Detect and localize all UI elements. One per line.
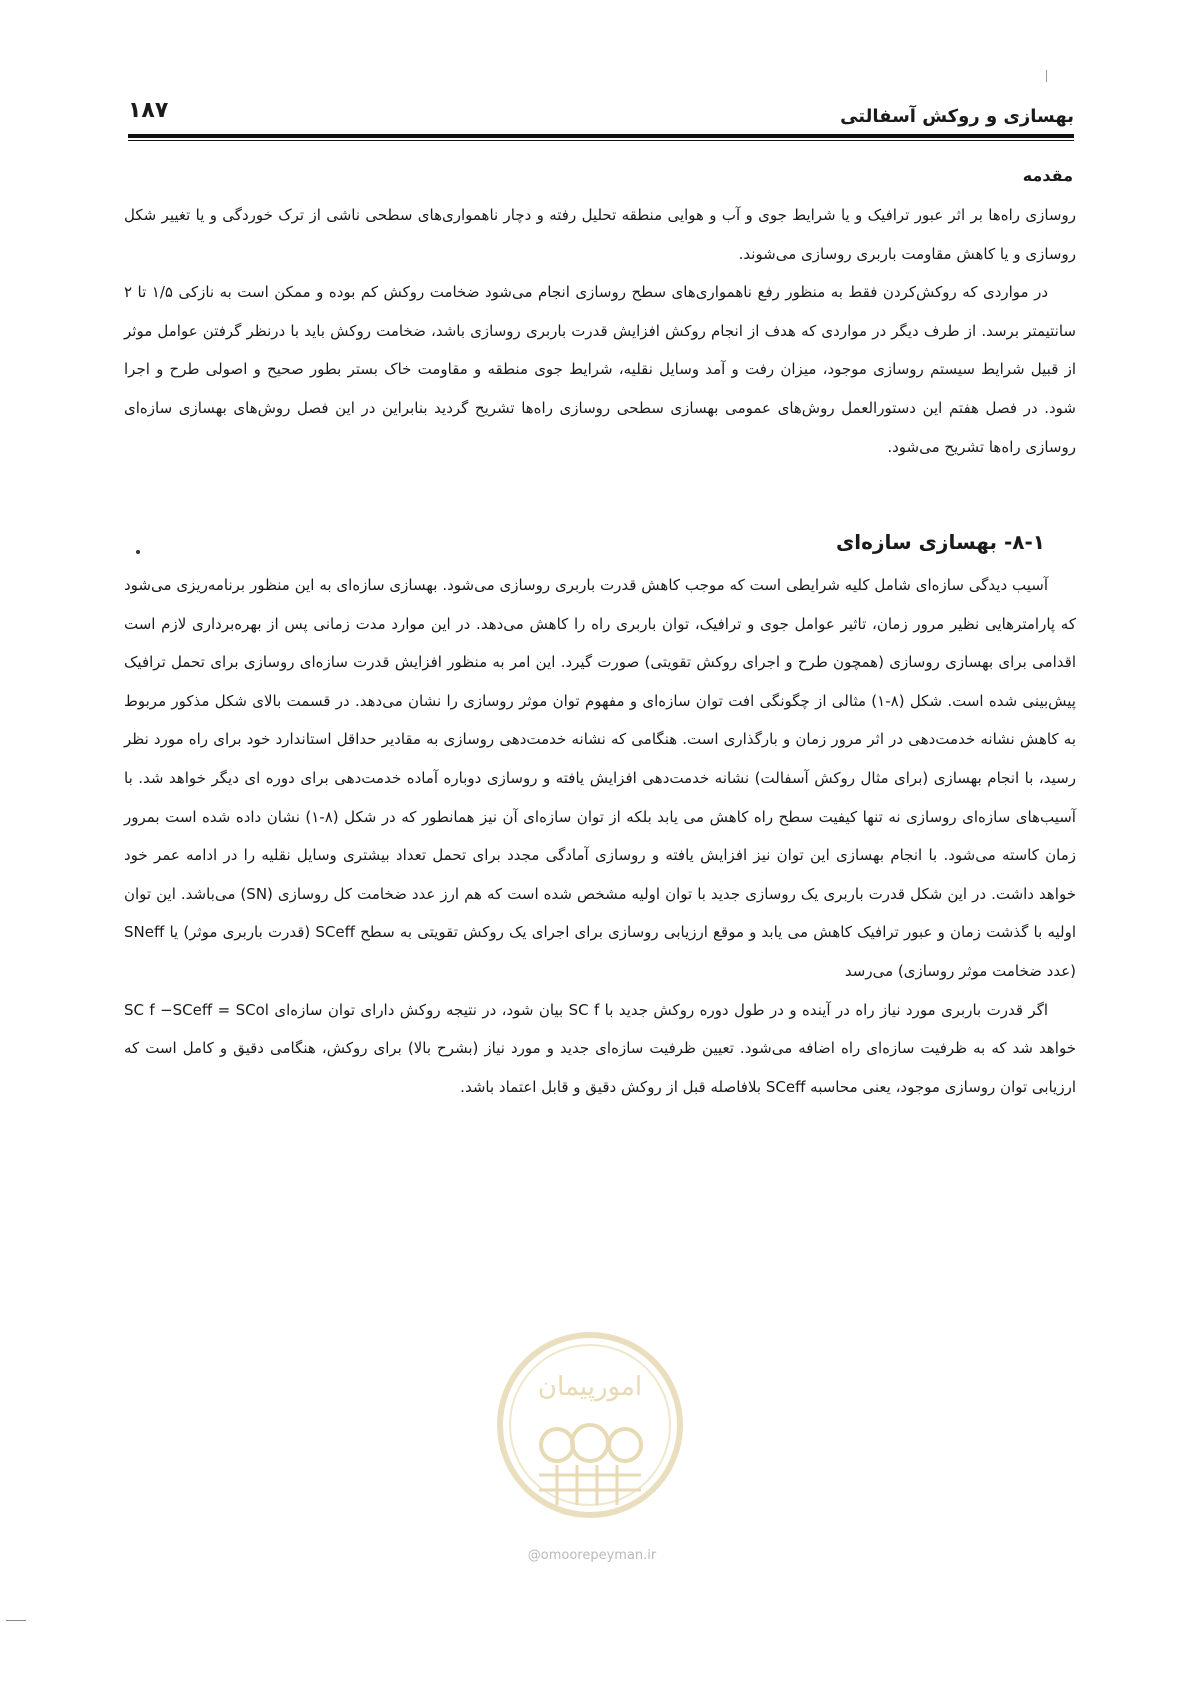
intro-body [124,196,1076,466]
header-rule [128,134,1074,138]
scan-mark [1046,70,1047,82]
intro-heading: مقدمه [1022,166,1073,185]
page-number: ۱۸۷ [128,98,169,123]
stray-dot [136,550,140,554]
section-body [124,566,1076,1106]
watermark-url: @omoorepeyman.ir [527,1548,657,1563]
header-rule-thin [128,140,1074,141]
scan-mark-bottom [6,1620,26,1621]
intro-paragraph: در مواردی که روکش‌کردن فقط به منظور رفع ناهمواری‌های سطح روسازی انجام می‌شود ضخامت روکش کم بوده و ممکن است به نازکی ۱/۵ تا ۲ سانتیمتر برسد. از طرف دیگر در مواردی که هدف از انجام روکش افزایش قدرت باربری روسازی باشد، ضخامت روکش باید با درنظر گرفتن عوامل موثر از قبیل شرایط سیستم روسازی موجود، میزان رفت و آمد وسایل نقلیه، شرایط جوی منطقه و مقاومت خاک بستر بطور صحیح و اصولی طرح و اجرا شود. در فصل هفتم این دستورالعمل روش‌های عمومی بهسازی سطحی روسازی راه‌ها تشریح گردید بنابراین در این فصل روش‌های بهسازی سازه‌ای روسازی راه‌ها تشریح می‌شود. [124,283,1076,456]
page-header [128,98,1074,138]
watermark-grid [539,1465,641,1505]
watermark-logo [487,1325,693,1535]
section-heading: ۸-۱- بهسازی سازه‌ای [835,530,1045,554]
watermark-logo-text: امورپیمان [537,1372,643,1402]
section-paragraph: اگر قدرت باربری مورد نیاز راه در آینده و در طول دوره روکش جدید با SC f بیان شود، در نتیجه روکش دارای توان سازه‌ای SC f −SCeff = SCol خواهد شد که به ظرفیت سازه‌ای راه اضافه می‌شود. تعیین ظرفیت سازه‌ای جدید و مورد نیاز (بشرح بالا) برای روکش، هنگامی دقیق و کامل است که ارزیابی توان روسازی موجود، یعنی محاسبه SCeff بلافاصله قبل از روکش دقیق و قابل اعتماد باشد. [124,1000,1076,1096]
running-title: بهسازی و روکش آسفالتی [840,106,1074,127]
section-paragraph: آسیب دیدگی سازه‌ای شامل کلیه شرایطی است که موجب کاهش قدرت باربری روسازی می‌شود. بهسازی سازه‌ای به این منظور برنامه‌ریزی می‌شود که پارامترهایی نظیر مرور زمان، تاثیر عوامل جوی و ترافیک، توان باربری راه را کاهش می‌دهد. در این موارد مدت زمانی پس از بهره‌برداری لازم است اقدامی برای بهسازی روسازی (همچون طرح و اجرای روکش تقویتی) صورت گیرد. این امر به منظور افزایش قدرت سازه‌ای روسازی برای تحمل ترافیک پیش‌بینی شده است. شکل (۸-۱) مثالی از چگونگی افت توان سازه‌ای و مفهوم توان موثر روسازی را نشان می‌دهد. در قسمت بالای شکل مذکور مربوط به کاهش نشانه خدمت‌دهی در اثر مرور زمان و بارگذاری است. هنگامی که نشانه خدمت‌دهی روسازی به مقادیر حداقل استاندارد خود برای راه مورد نظر رسید، با انجام بهسازی (برای مثال روکش آسفالت) نشانه خدمت‌دهی افزایش یافته و روسازی دوباره آماده خدمت‌دهی برای دوره ای دیگر خواهد شد. با آسیب‌های سازه‌ای روسازی نه تنها کیفیت سطح راه کاهش می یابد بلکه از توان سازه‌ای آن نیز همانطور که در شکل (۸-۱) نشان داده شده است بمرور زمان کاسته می‌شود. با انجام بهسازی این توان نیز افزایش یافته و روسازی آمادگی مجدد برای تحمل تعداد بیشتری وسایل نقلیه را در ادامه عمر خود خواهد داشت. در این شکل قدرت باربری یک روسازی جدید با توان اولیه مشخص شده است که هم ارز عدد ضخامت کل روسازی (SN) می‌باشد. این توان اولیه با گذشت زمان و عبور ترافیک کاهش می یابد و موقع ارزیابی روسازی برای اجرای یک روکش تقویتی به سطح SCeff (قدرت باربری موثر) یا SNeff (عدد ضخامت موثر روسازی) می‌رسد [124,576,1076,980]
watermark-gears [541,1425,641,1461]
intro-paragraph: روسازی راه‌ها بر اثر عبور ترافیک و یا شرایط جوی و آب و هوایی منطقه تحلیل رفته و دچار ناهمواری‌های سطحی ناشی از ترک خوردگی و یا تغییر شکل روسازی و یا کاهش مقاومت باربری روسازی می‌شوند. [124,206,1076,263]
